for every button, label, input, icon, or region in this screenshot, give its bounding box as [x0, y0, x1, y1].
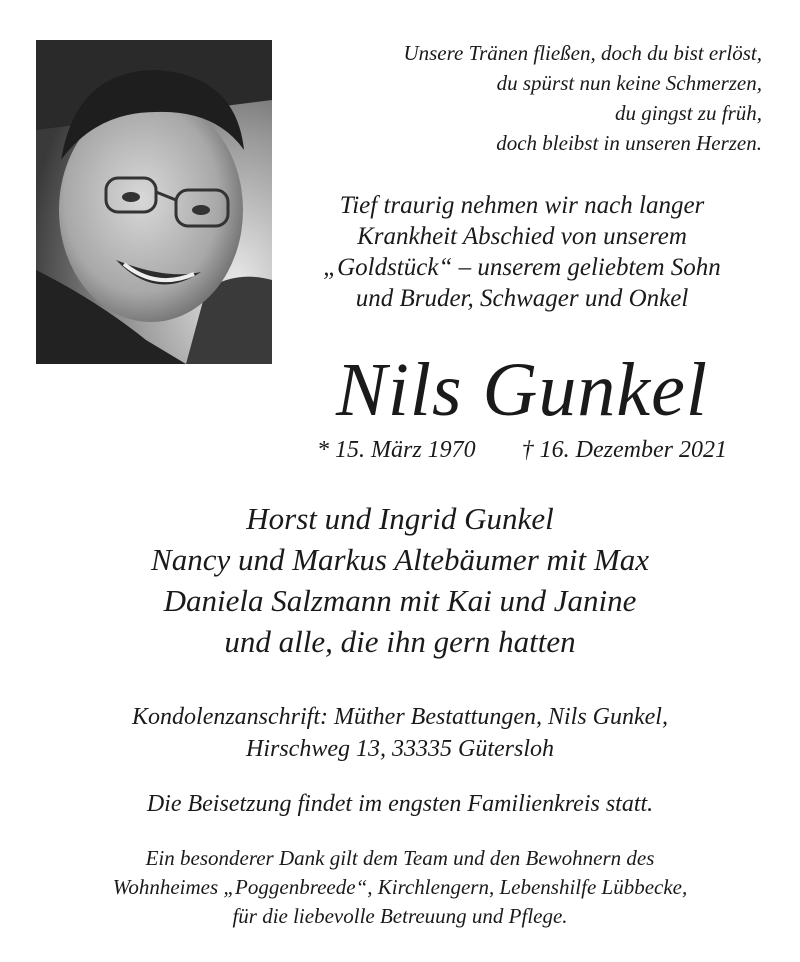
portrait-image: [36, 40, 272, 364]
mourner-line: Nancy und Markus Altebäumer mit Max: [151, 542, 649, 577]
condolence-address: [0, 701, 800, 765]
mourner-line: Horst und Ingrid Gunkel: [246, 501, 554, 536]
birth-date: * 15. März 1970: [317, 437, 476, 463]
poem-line: du gingst zu früh,: [614, 101, 762, 125]
life-dates: [282, 434, 762, 466]
portrait-photo: [36, 40, 272, 364]
condolence-line: Kondolenzanschrift: Müther Bestattungen, Nils Gunkel,: [132, 704, 668, 730]
mourner-line: und alle, die ihn gern hatten: [224, 624, 576, 659]
announcement-text: [282, 190, 762, 314]
announcement-line: Tief traurig nehmen wir nach langer: [339, 192, 705, 219]
thanks-note: [0, 844, 800, 931]
mourner-line: Daniela Salzmann mit Kai und Janine: [163, 583, 637, 618]
announcement-line: Krankheit Abschied von unserem: [357, 223, 687, 250]
burial-notice: Die Beisetzung findet im engsten Familienkreis statt.: [146, 791, 654, 817]
thanks-line: Wohnheimes „Poggenbreede“, Kirchlengern, Lebenshilfe Lübbecke,: [112, 875, 688, 899]
death-date: † 16. Dezember 2021: [521, 437, 727, 463]
announcement-line: und Bruder, Schwager und Onkel: [355, 285, 689, 312]
poem-line: Unsere Tränen fließen, doch du bist erlöst,: [403, 41, 762, 65]
thanks-line: Ein besonderer Dank gilt dem Team und den Bewohnern des: [145, 846, 655, 870]
poem: [292, 38, 762, 158]
poem-line: doch bleibst in unseren Herzen.: [496, 131, 762, 155]
announcement-line: „Goldstück“ – unserem geliebtem Sohn: [323, 254, 721, 281]
mourners-list: [0, 498, 800, 662]
poem-line: du spürst nun keine Schmerzen,: [496, 71, 762, 95]
condolence-line: Hirschweg 13, 33335 Gütersloh: [246, 736, 554, 762]
thanks-line: für die liebevolle Betreuung und Pflege.: [232, 904, 568, 928]
deceased-name: Nils Gunkel: [336, 348, 708, 432]
